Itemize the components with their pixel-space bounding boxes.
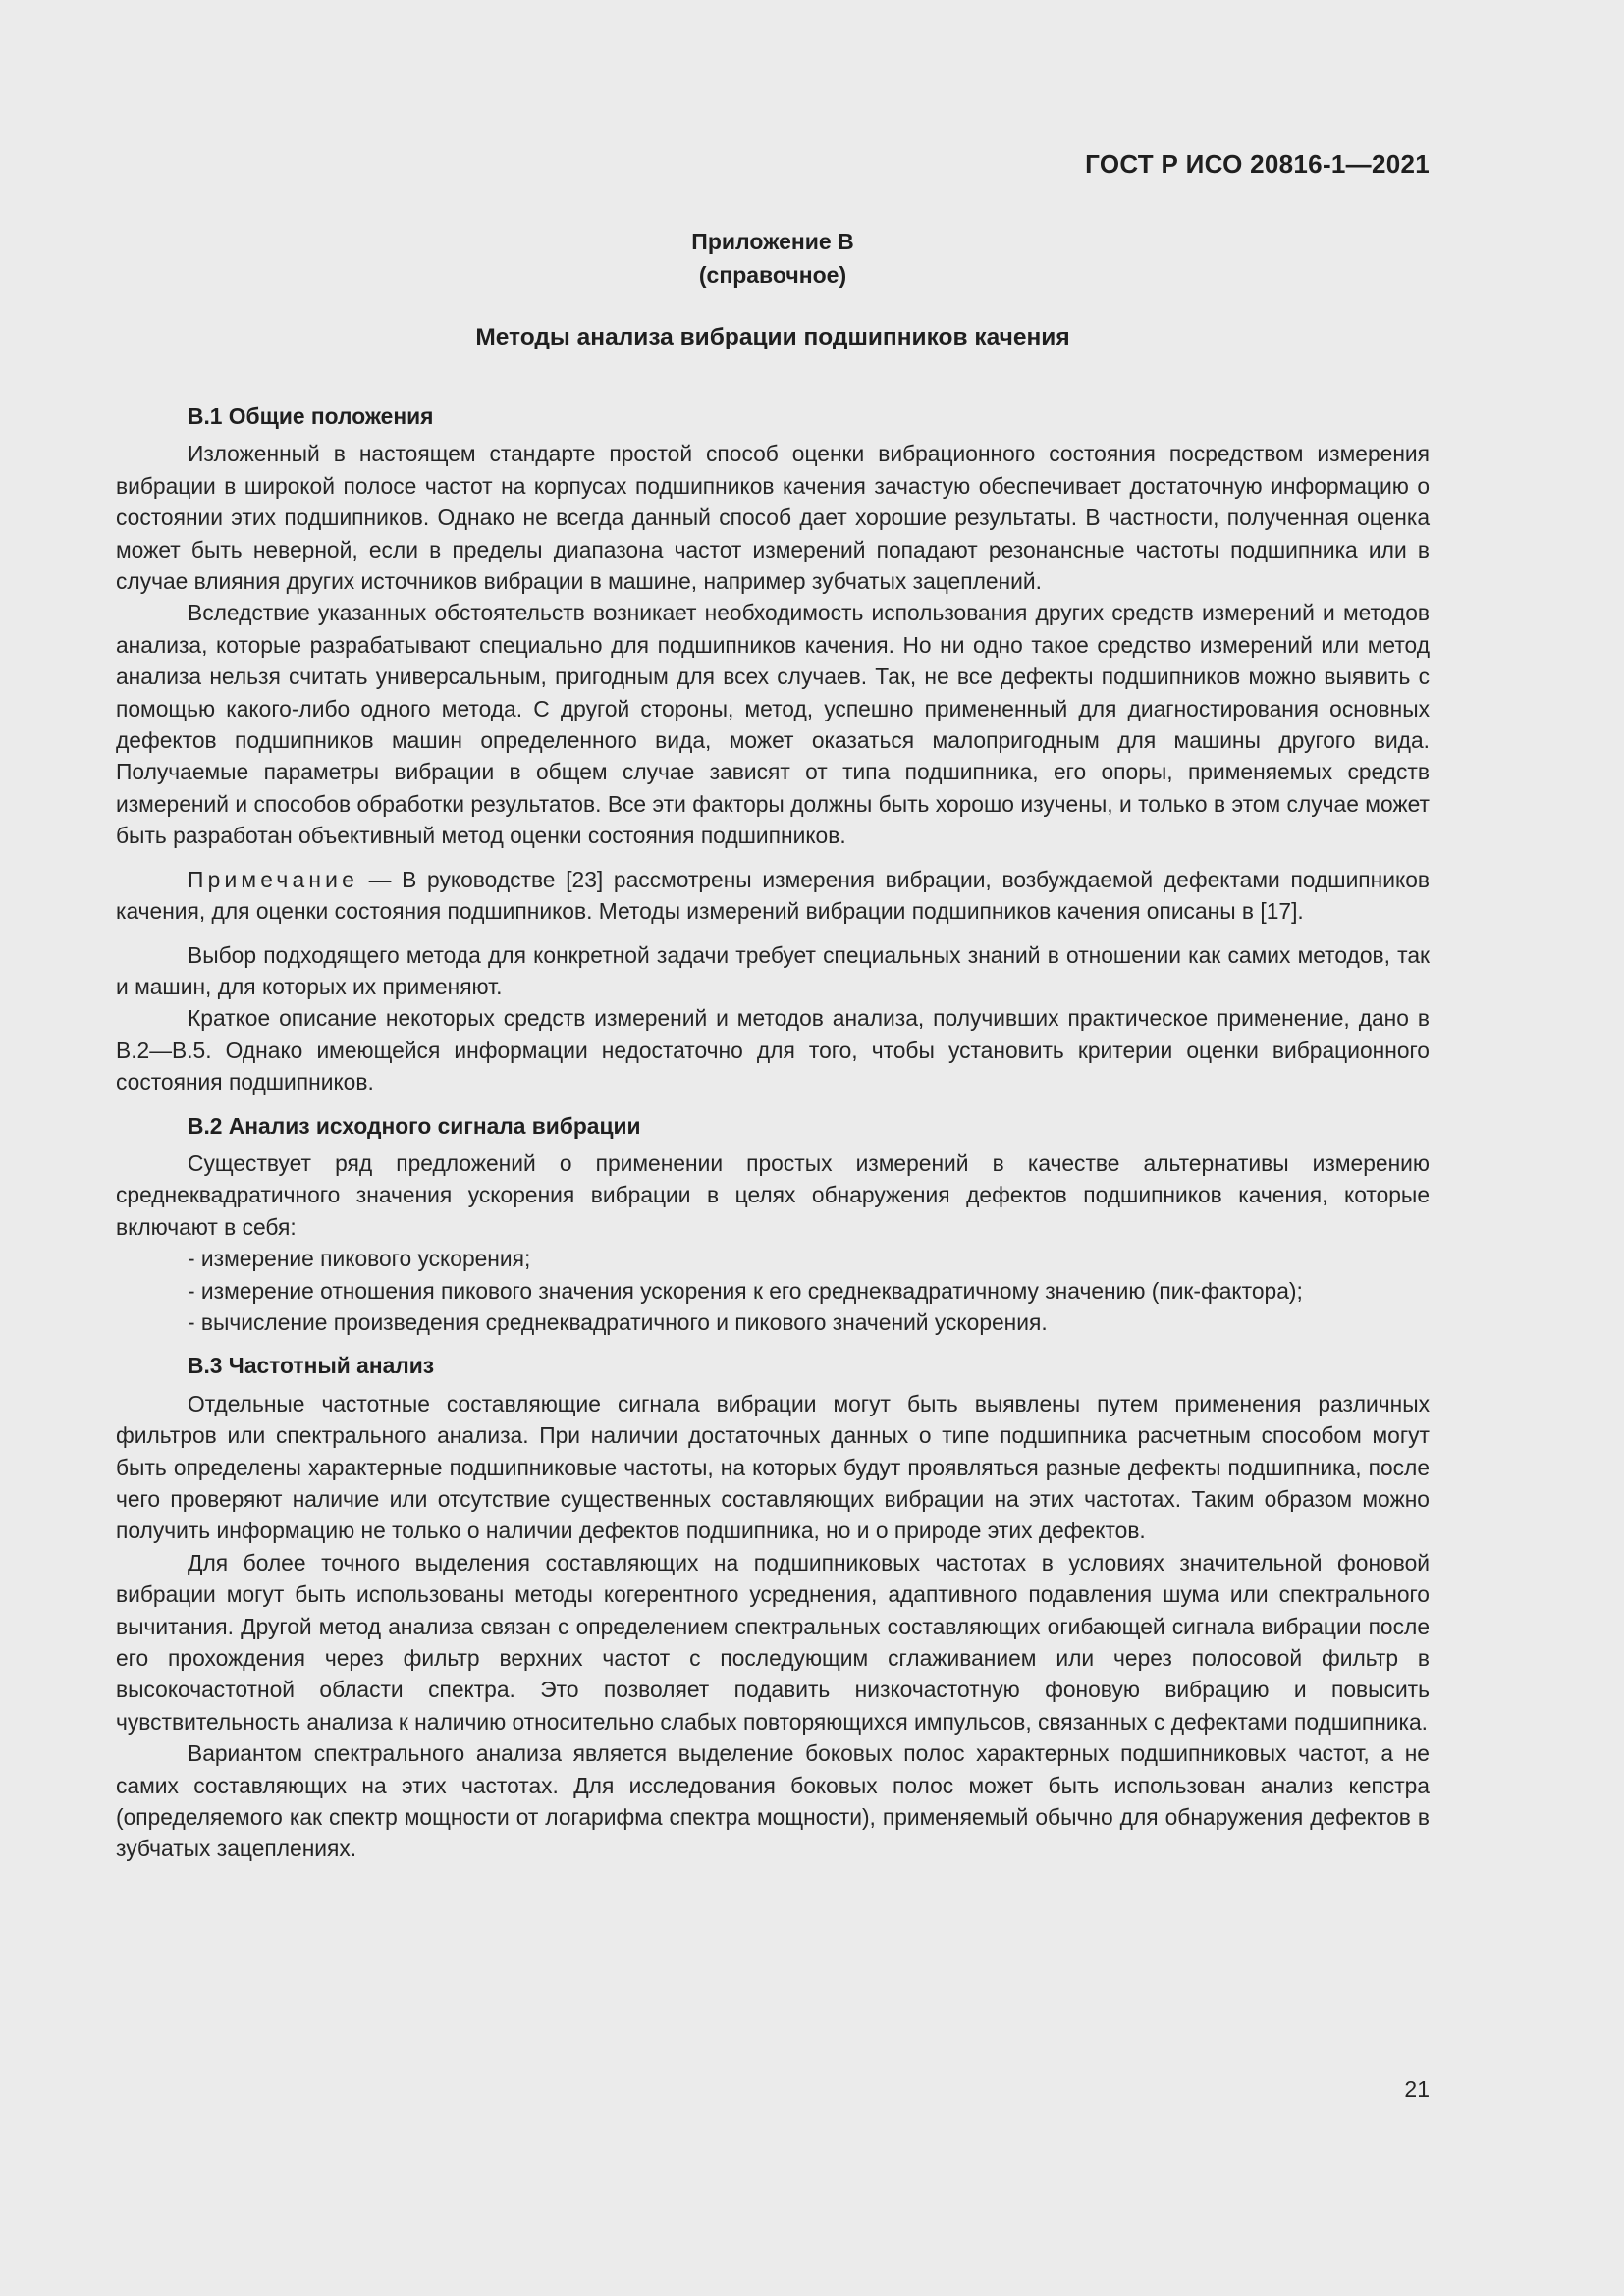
paragraph: Для более точного выделения составляющих на подшипниковых частотах в условиях значительной фоновой вибрации могут быть использованы методы когерентного усреднения, адаптивного подавления шума или спектрального вычитания. Другой метод анализа связан с определением спектральных составляющих огибающей сигнала вибрации после его прохождения через фильтр верхних частот с последующим сглаживанием или через полосовой фильтр в высокочастотной области спектра. Это позволяет подавить низкочастотную фоновую вибрацию и повысить чувствительность анализа к наличию относительно слабых повторяющихся импульсов, связанных с дефектами подшипника. bbox=[116, 1549, 1430, 1735]
list-item: - измерение пикового ускорения; bbox=[188, 1246, 531, 1272]
paragraph: Существует ряд предложений о применении простых измерений в качестве альтернативы измерению среднеквадратичного значения ускорения вибрации в целях обнаружения дефектов подшипников качения, которые включают в себя: bbox=[116, 1149, 1430, 1240]
appendix-label: Приложение В bbox=[691, 229, 854, 254]
appendix-status: (справочное) bbox=[698, 262, 847, 288]
note-label: Примечание bbox=[188, 866, 358, 892]
appendix-title bbox=[116, 225, 1430, 292]
paragraph: Отдельные частотные составляющие сигнала вибрации могут быть выявлены путем применения различных фильтров или спектрального анализа. При наличии достаточных данных о типе подшипника расчетным способом могут быть определены характерные подшипниковые частоты, на которых будут проявляться разные дефекты подшипника, после чего проверяют наличие или отсутствие существенных составляющих вибрации на этих частотах. Таким образом можно получить информацию не только о наличии дефектов подшипника, но и о природе этих дефектов. bbox=[116, 1390, 1430, 1544]
paragraph: Изложенный в настоящем стандарте простой способ оценки вибрационного состояния посредством измерения вибрации в широкой полосе частот на корпусах подшипников качения зачастую обеспечивает достаточную информацию о состоянии этих подшипников. Однако не всегда данный способ дает хорошие результаты. В частности, полученная оценка может быть неверной, если в пределы диапазона частот измерений попадают резонансные частоты подшипника или в случае влияния других источников вибрации в машине, например зубчатых зацеплений. bbox=[116, 441, 1430, 595]
document-number-header: ГОСТ Р ИСО 20816-1—2021 bbox=[1085, 149, 1430, 179]
paragraph: Вследствие указанных обстоятельств возникает необходимость использования других средств измерений и методов анализа, которые разрабатывают специально для подшипников качения. Но ни одно такое средство измерений или метод анализа нельзя считать универсальным, пригодным для всех случаев. Так, не все дефекты подшипников можно выявить с помощью какого-либо одного метода. С другой стороны, метод, успешно примененный для диагностирования основных дефектов подшипников машин определенного вида, может оказаться малопригодным для машины другого вида. Получаемые параметры вибрации в общем случае зависят от типа подшипника, его опоры, применяемых средств измерений и способов обработки результатов. Все эти факторы должны быть хорошо изучены, и только в этом случае может быть разработан объективный метод оценки состояния подшипников. bbox=[116, 600, 1430, 849]
paragraph: Краткое описание некоторых средств измерений и методов анализа, получивших практическое применение, дано в В.2—В.5. Однако имеющейся информации недостаточно для того, чтобы установить критерии оценки вибрационного состояния подшипников. bbox=[116, 1005, 1430, 1095]
note-text: — В руководстве [23] рассмотрены измерения вибрации, возбуждаемой дефектами подшипников качения, для оценки состояния подшипников. Методы измерений вибрации подшипников качения описаны в [17]. bbox=[116, 866, 1430, 925]
section-title: Методы анализа вибрации подшипников качения bbox=[475, 324, 1070, 350]
document-body bbox=[116, 400, 1430, 1865]
list-item: - измерение отношения пикового значения ускорения к его среднеквадратичному значению (пик-фактора); bbox=[188, 1277, 1303, 1304]
paragraph: Выбор подходящего метода для конкретной задачи требует специальных знаний в отношении как самих методов, так и машин, для которых их применяют. bbox=[116, 941, 1430, 999]
heading-b1: В.1 Общие положения bbox=[188, 403, 434, 429]
heading-b3: В.3 Частотный анализ bbox=[188, 1353, 435, 1379]
page-number: 21 bbox=[1404, 2076, 1430, 2102]
note-paragraph bbox=[116, 864, 1430, 928]
list-item: - вычисление произведения среднеквадратичного и пикового значений ускорения. bbox=[188, 1308, 1048, 1335]
paragraph: Вариантом спектрального анализа является выделение боковых полос характерных подшипниковых частот, а не самих составляющих на этих частотах. Для исследования боковых полос может быть использован анализ кепстра (определяемого как спектр мощности от логарифма спектра мощности), применяемый обычно для обнаружения дефектов в зубчатых зацеплениях. bbox=[116, 1740, 1430, 1862]
heading-b2: В.2 Анализ исходного сигнала вибрации bbox=[188, 1112, 641, 1139]
